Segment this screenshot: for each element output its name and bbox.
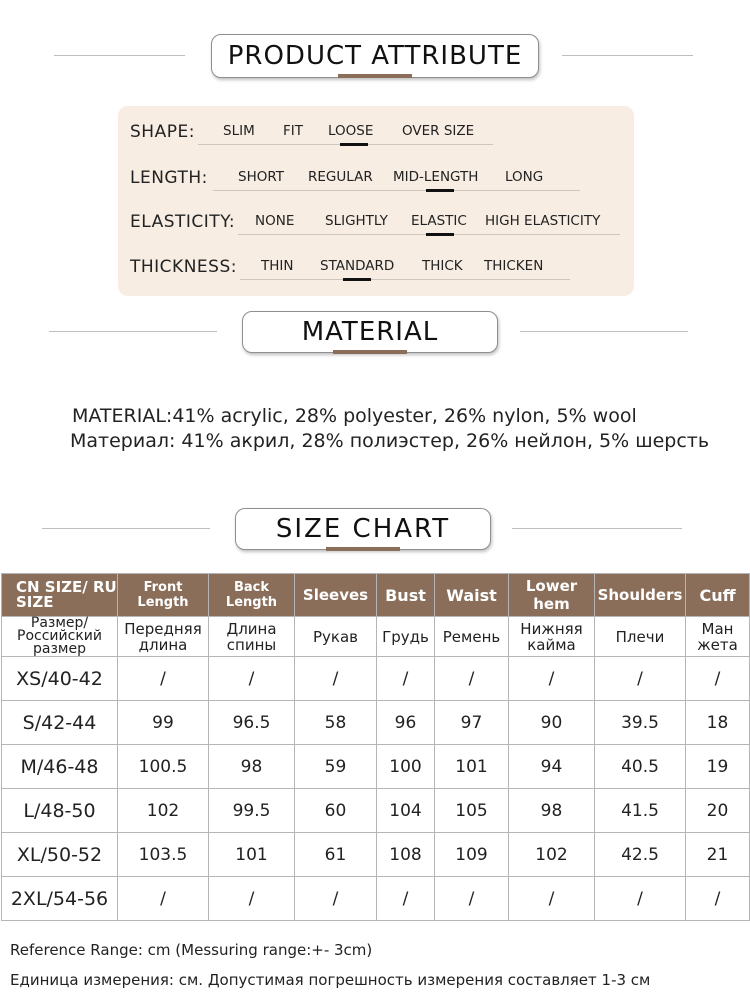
divider-right bbox=[562, 55, 693, 56]
divider-left bbox=[42, 528, 210, 529]
header-cell: Нижняя кайма bbox=[509, 617, 595, 657]
size-label-cell: 2XL/54-56 bbox=[2, 877, 118, 921]
header-cell: Cuff bbox=[686, 574, 750, 617]
attribute-option: REGULAR bbox=[308, 169, 373, 185]
measurement-cell: / bbox=[377, 877, 435, 921]
selected-marker bbox=[340, 143, 368, 146]
measurement-cell: 94 bbox=[509, 745, 595, 789]
measurement-cell: 104 bbox=[377, 789, 435, 833]
attribute-rule bbox=[240, 279, 570, 280]
header-cell: CN SIZE/ RU SIZE bbox=[2, 574, 118, 617]
measurement-cell: 102 bbox=[118, 789, 209, 833]
attribute-label: LENGTH: bbox=[130, 168, 208, 188]
measurement-cell: / bbox=[686, 657, 750, 701]
measurement-cell: 59 bbox=[295, 745, 377, 789]
measurement-cell: 21 bbox=[686, 833, 750, 877]
header-cell: Front Length bbox=[118, 574, 209, 617]
attribute-option: NONE bbox=[255, 213, 295, 229]
attribute-row-elasticity bbox=[118, 210, 634, 240]
attribute-option-selected: STANDARD bbox=[320, 258, 395, 274]
measurement-cell: / bbox=[209, 877, 295, 921]
selected-marker bbox=[426, 189, 454, 192]
header-cell: Back Length bbox=[209, 574, 295, 617]
measurement-cell: 40.5 bbox=[595, 745, 686, 789]
divider-right bbox=[520, 331, 688, 332]
reference-range-en: Reference Range: cm (Messuring range:+- 3cm) bbox=[10, 941, 373, 959]
attribute-option: FIT bbox=[283, 123, 303, 139]
size-label-cell: M/46-48 bbox=[2, 745, 118, 789]
measurement-cell: 60 bbox=[295, 789, 377, 833]
size-label-cell: S/42-44 bbox=[2, 701, 118, 745]
divider-left bbox=[49, 331, 217, 332]
attribute-row-length bbox=[118, 166, 634, 196]
attribute-option: OVER SIZE bbox=[402, 123, 475, 139]
measurement-cell: / bbox=[295, 657, 377, 701]
measurement-cell: 42.5 bbox=[595, 833, 686, 877]
table-row bbox=[2, 745, 750, 789]
header-cell: Длина спины bbox=[209, 617, 295, 657]
attribute-panel bbox=[118, 106, 634, 296]
measurement-cell: / bbox=[295, 877, 377, 921]
measurement-cell: / bbox=[118, 877, 209, 921]
attribute-option: THIN bbox=[261, 258, 294, 274]
measurement-cell: / bbox=[595, 877, 686, 921]
measurement-cell: 96.5 bbox=[209, 701, 295, 745]
attribute-option: SHORT bbox=[238, 169, 284, 185]
measurement-cell: / bbox=[118, 657, 209, 701]
measurement-cell: 100 bbox=[377, 745, 435, 789]
measurement-cell: 96 bbox=[377, 701, 435, 745]
header-cell: Waist bbox=[435, 574, 509, 617]
product-attribute-title-text: PRODUCT ATTRIBUTE bbox=[227, 41, 523, 71]
size-label-cell: XS/40-42 bbox=[2, 657, 118, 701]
attribute-option-selected: MID-LENGTH bbox=[393, 169, 479, 185]
attribute-option: SLIGHTLY bbox=[325, 213, 388, 229]
measurement-cell: 109 bbox=[435, 833, 509, 877]
divider-right bbox=[512, 528, 682, 529]
header-cell: Lower hem bbox=[509, 574, 595, 617]
measurement-cell: 98 bbox=[209, 745, 295, 789]
title-accent-bar bbox=[333, 350, 407, 354]
measurement-cell: / bbox=[595, 657, 686, 701]
material-title-text: MATERIAL bbox=[301, 317, 439, 347]
header-cell: Ман жета bbox=[686, 617, 750, 657]
attribute-option: THICKEN bbox=[484, 258, 544, 274]
measurement-cell: / bbox=[435, 657, 509, 701]
title-accent-bar bbox=[338, 74, 412, 78]
measurement-cell: 101 bbox=[209, 833, 295, 877]
size-chart-title-text: SIZE CHART bbox=[275, 514, 451, 544]
attribute-option-selected: LOOSE bbox=[328, 123, 374, 139]
size-label-cell: L/48-50 bbox=[2, 789, 118, 833]
measurement-cell: 61 bbox=[295, 833, 377, 877]
measurement-cell: 39.5 bbox=[595, 701, 686, 745]
measurement-cell: 41.5 bbox=[595, 789, 686, 833]
header-cell: Грудь bbox=[377, 617, 435, 657]
attribute-label: THICKNESS: bbox=[130, 257, 237, 277]
header-cell: Плечи bbox=[595, 617, 686, 657]
size-label-cell: XL/50-52 bbox=[2, 833, 118, 877]
measurement-cell: / bbox=[435, 877, 509, 921]
measurement-cell: 97 bbox=[435, 701, 509, 745]
attribute-rule bbox=[213, 190, 580, 191]
size-chart-table bbox=[1, 573, 750, 921]
table-row bbox=[2, 701, 750, 745]
title-accent-bar bbox=[326, 547, 400, 551]
measurement-cell: 58 bbox=[295, 701, 377, 745]
material-composition-en: MATERIAL:41% acrylic, 28% polyester, 26% nylon, 5% wool bbox=[72, 405, 637, 427]
measurement-cell: 102 bbox=[509, 833, 595, 877]
material-composition-ru: Материал: 41% акрил, 28% полиэстер, 26% нейлон, 5% шерсть bbox=[70, 430, 710, 452]
header-cell: Ремень bbox=[435, 617, 509, 657]
measurement-cell: 99 bbox=[118, 701, 209, 745]
selected-marker bbox=[343, 278, 371, 281]
measurement-cell: / bbox=[686, 877, 750, 921]
attribute-option-selected: ELASTIC bbox=[411, 213, 467, 229]
measurement-cell: / bbox=[509, 877, 595, 921]
table-row bbox=[2, 877, 750, 921]
measurement-cell: / bbox=[377, 657, 435, 701]
measurement-cell: / bbox=[209, 657, 295, 701]
header-cell: Размер/ Российский размер bbox=[2, 617, 118, 657]
measurement-cell: 99.5 bbox=[209, 789, 295, 833]
attribute-row-shape bbox=[118, 120, 634, 150]
table-row bbox=[2, 833, 750, 877]
measurement-cell: 18 bbox=[686, 701, 750, 745]
selected-marker bbox=[426, 233, 454, 236]
reference-range-ru: Единица измерения: см. Допустимая погрешность измерения составляет 1-3 см bbox=[10, 971, 651, 989]
attribute-option: SLIM bbox=[223, 123, 255, 139]
header-cell: Рукав bbox=[295, 617, 377, 657]
measurement-cell: 98 bbox=[509, 789, 595, 833]
attribute-label: ELASTICITY: bbox=[130, 212, 236, 232]
measurement-cell: 101 bbox=[435, 745, 509, 789]
material-title bbox=[242, 311, 498, 353]
attribute-option: THICK bbox=[422, 258, 463, 274]
measurement-cell: 100.5 bbox=[118, 745, 209, 789]
header-cell: Shoulders bbox=[595, 574, 686, 617]
attribute-option: HIGH ELASTICITY bbox=[485, 213, 601, 229]
product-attribute-title bbox=[211, 34, 539, 78]
table-header-ru bbox=[2, 617, 750, 657]
measurement-cell: 90 bbox=[509, 701, 595, 745]
attribute-label: SHAPE: bbox=[130, 122, 195, 142]
table-row bbox=[2, 657, 750, 701]
divider-left bbox=[54, 55, 185, 56]
header-cell: Передняя длина bbox=[118, 617, 209, 657]
size-chart-title bbox=[235, 508, 491, 550]
table-header-en bbox=[2, 574, 750, 617]
attribute-option: LONG bbox=[505, 169, 544, 185]
attribute-row-thickness bbox=[118, 255, 634, 285]
measurement-cell: 20 bbox=[686, 789, 750, 833]
table-row bbox=[2, 789, 750, 833]
header-cell: Bust bbox=[377, 574, 435, 617]
measurement-cell: 19 bbox=[686, 745, 750, 789]
measurement-cell: / bbox=[509, 657, 595, 701]
header-cell: Sleeves bbox=[295, 574, 377, 617]
measurement-cell: 105 bbox=[435, 789, 509, 833]
measurement-cell: 108 bbox=[377, 833, 435, 877]
measurement-cell: 103.5 bbox=[118, 833, 209, 877]
